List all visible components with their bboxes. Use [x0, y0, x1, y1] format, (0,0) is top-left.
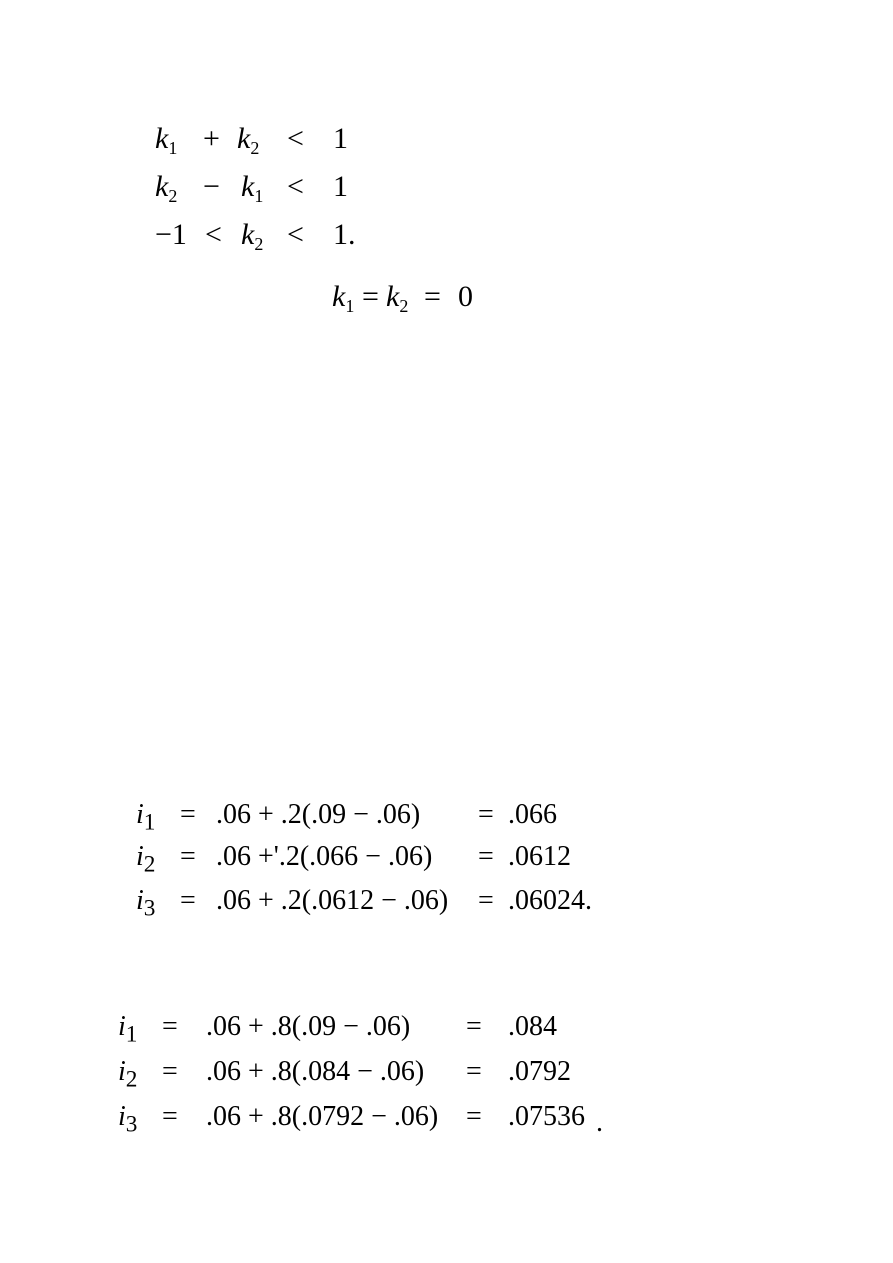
- equals-sign: =: [478, 799, 494, 830]
- var-k: k: [155, 122, 169, 155]
- equals-sign: =: [162, 1056, 178, 1087]
- rhs: 0: [458, 280, 473, 313]
- var-i: i: [118, 1101, 126, 1132]
- expression: .06 + .8(.09 − .06): [206, 1011, 411, 1042]
- expression: .06 +'.2(.066 − .06): [216, 841, 433, 872]
- rhs: 1.: [333, 218, 356, 251]
- relation: <: [287, 170, 304, 203]
- subscript: 2: [250, 138, 260, 158]
- subscript: 2: [168, 186, 178, 206]
- equals-sign: =: [180, 841, 196, 872]
- rhs: 1: [333, 122, 348, 155]
- subscript: 3: [143, 895, 156, 922]
- var-k: k: [332, 280, 346, 313]
- relation: <: [287, 122, 304, 155]
- equals-sign: =: [478, 885, 494, 916]
- subscript: 2: [254, 234, 264, 254]
- result: .0612: [508, 841, 571, 872]
- equals-sign: =: [466, 1011, 482, 1042]
- equals-sign: =: [162, 1101, 178, 1132]
- result: .0792: [508, 1056, 571, 1087]
- equals-sign: =: [162, 1011, 178, 1042]
- expression: .06 + .8(.084 − .06): [206, 1056, 425, 1087]
- equals-sign: =: [180, 885, 196, 916]
- relation: <: [205, 218, 222, 251]
- result: .07536: [508, 1101, 585, 1132]
- var-k: k: [155, 170, 169, 203]
- subscript: 2: [125, 1066, 138, 1093]
- var-i: i: [118, 1011, 126, 1042]
- subscript: 3: [125, 1111, 138, 1138]
- operator: −: [203, 170, 220, 203]
- result: .084: [508, 1011, 557, 1042]
- var-i: i: [118, 1056, 126, 1087]
- rhs: 1: [333, 170, 348, 203]
- result: .066: [508, 799, 557, 830]
- expression: .06 + .2(.0612 − .06): [216, 885, 449, 916]
- operator: +: [203, 122, 220, 155]
- equals-sign: =: [466, 1056, 482, 1087]
- lhs: −1: [155, 218, 187, 251]
- subscript: 1: [254, 186, 264, 206]
- var-k: k: [237, 122, 251, 155]
- expression: .06 + .2(.09 − .06): [216, 799, 421, 830]
- result: .06024.: [508, 885, 592, 916]
- var-k: k: [241, 170, 255, 203]
- trailing-period: .: [596, 1107, 603, 1138]
- subscript: 1: [143, 809, 156, 836]
- subscript: 2: [399, 296, 409, 316]
- var-i: i: [136, 841, 144, 872]
- equals-sign: =: [362, 280, 379, 313]
- relation: <: [287, 218, 304, 251]
- var-i: i: [136, 799, 144, 830]
- subscript: 1: [125, 1021, 138, 1048]
- subscript: 1: [168, 138, 178, 158]
- equals-sign: =: [180, 799, 196, 830]
- var-i: i: [136, 885, 144, 916]
- subscript: 2: [143, 851, 156, 878]
- expression: .06 + .8(.0792 − .06): [206, 1101, 439, 1132]
- var-k: k: [241, 218, 255, 251]
- var-k: k: [386, 280, 400, 313]
- equals-sign: =: [478, 841, 494, 872]
- equals-sign: =: [466, 1101, 482, 1132]
- subscript: 1: [345, 296, 355, 316]
- equals-sign: =: [424, 280, 441, 313]
